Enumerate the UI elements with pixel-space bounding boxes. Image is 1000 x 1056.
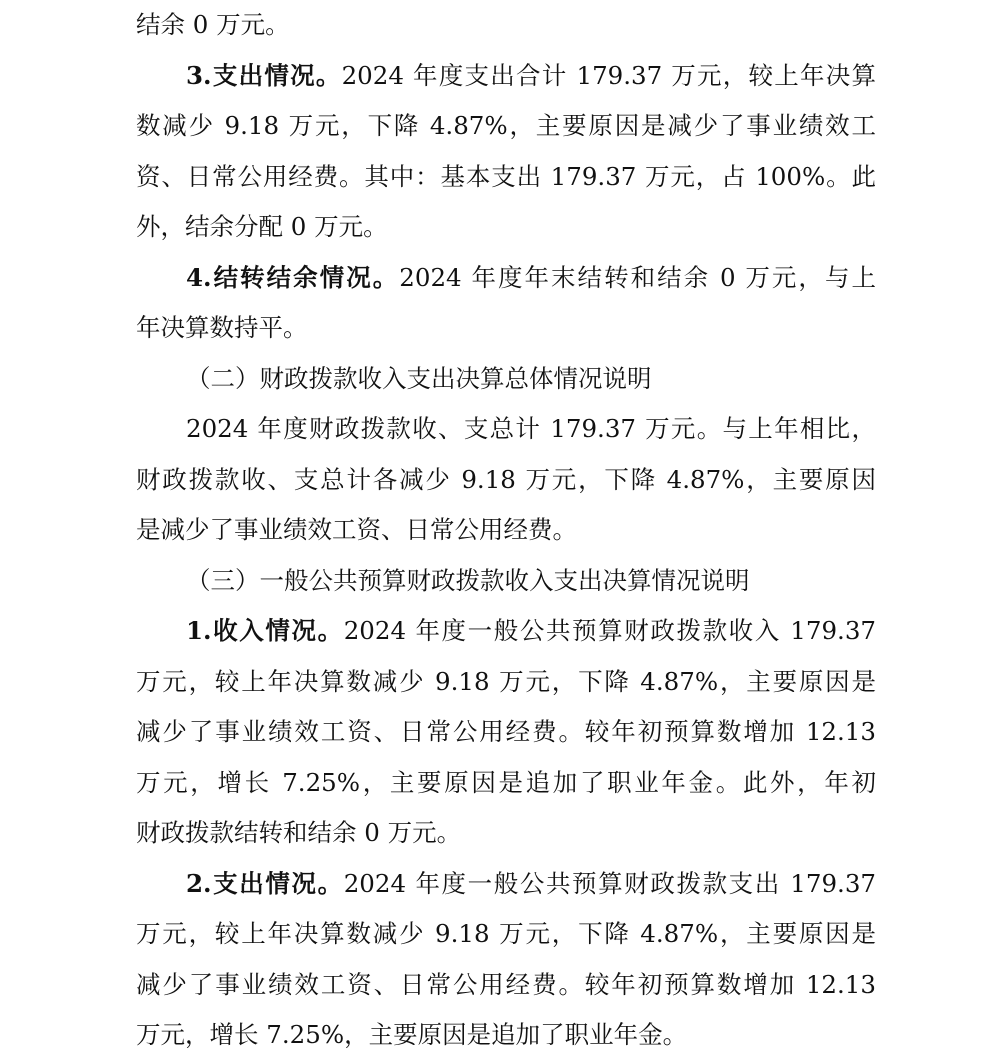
paragraph-line: 万元，较上年决算数减少 9.18 万元，下降 4.87%，主要原因是 <box>136 919 876 948</box>
paragraph-line: 万元，增长 7.25%，主要原因是追加了职业年金。此外，年初 <box>136 768 876 797</box>
paragraph-line: 财政拨款结转和结余 0 万元。 <box>136 818 462 847</box>
paragraph-line: 2024 年度财政拨款收、支总计 179.37 万元。与上年相比， <box>186 414 876 443</box>
paragraph-line: 数减少 9.18 万元，下降 4.87%，主要原因是减少了事业绩效工 <box>136 111 876 140</box>
section-heading-expenditure: 3.支出情况。 <box>186 61 342 90</box>
line-text: 2024 年度支出合计 179.37 万元，较上年决算 <box>341 61 876 90</box>
paragraph-line: 减少了事业绩效工资、日常公用经费。较年初预算数增加 12.13 <box>136 717 876 746</box>
section-heading-carryover: 4.结转结余情况。 <box>186 263 400 292</box>
section-heading-expenditure-2: 2.支出情况。 <box>186 869 344 898</box>
paragraph-line: 万元，增长 7.25%，主要原因是追加了职业年金。 <box>136 1020 688 1049</box>
paragraph-line: 外，结余分配 0 万元。 <box>136 212 388 241</box>
subsection-heading-2: （二）财政拨款收入支出决算总体情况说明 <box>186 364 652 393</box>
subsection-heading-3: （三）一般公共预算财政拨款收入支出决算情况说明 <box>186 566 750 595</box>
paragraph-line <box>186 867 876 901</box>
paragraph-line: 财政拨款收、支总计各减少 9.18 万元，下降 4.87%，主要原因 <box>136 465 876 494</box>
paragraph-line <box>186 59 876 93</box>
paragraph-line: 是减少了事业绩效工资、日常公用经费。 <box>136 515 577 544</box>
paragraph-line: 减少了事业绩效工资、日常公用经费。较年初预算数增加 12.13 <box>136 970 876 999</box>
paragraph-line: 资、日常公用经费。其中：基本支出 179.37 万元，占 100%。此 <box>136 162 876 191</box>
paragraph-line: 万元，较上年决算数减少 9.18 万元，下降 4.87%，主要原因是 <box>136 667 876 696</box>
line-text: 2024 年度一般公共预算财政拨款收入 179.37 <box>343 616 877 645</box>
line-text: 2024 年度年末结转和结余 0 万元，与上 <box>399 263 876 292</box>
paragraph-line: 年决算数持平。 <box>136 313 308 342</box>
paragraph-line <box>186 614 876 648</box>
section-heading-income: 1.收入情况。 <box>186 616 344 645</box>
line-text: 2024 年度一般公共预算财政拨款支出 179.37 <box>343 869 877 898</box>
paragraph-line <box>186 261 876 295</box>
paragraph-line: 结余 0 万元。 <box>136 10 290 39</box>
